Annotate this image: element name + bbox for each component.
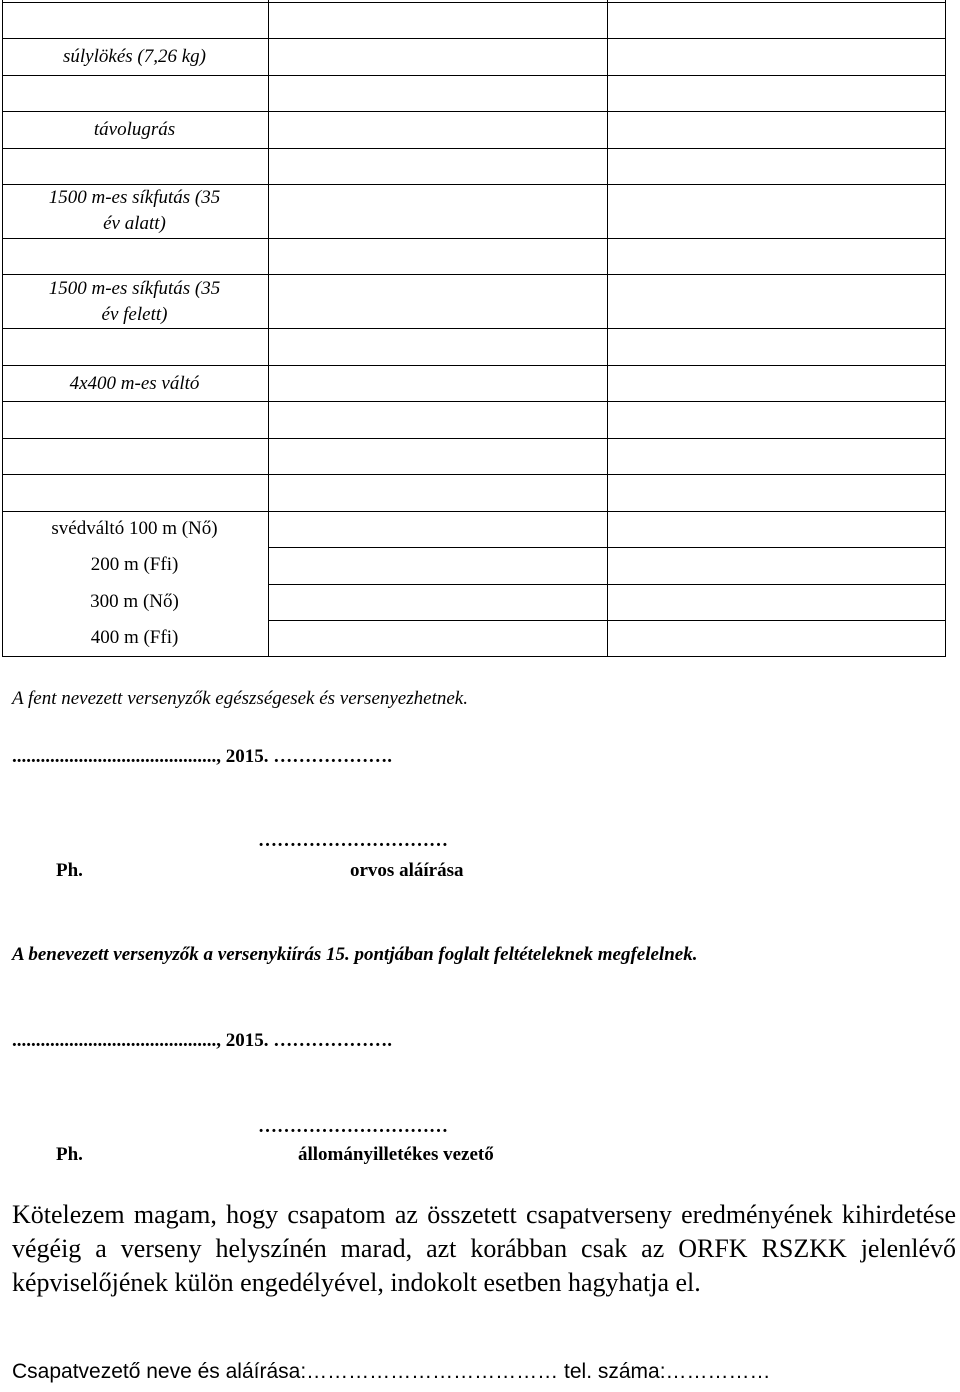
- table-rule: [269, 547, 946, 548]
- doctor-stamp-label: Ph.: [56, 860, 83, 881]
- official-signature-label: állományilletékes vezető: [298, 1144, 494, 1165]
- table-rule: [2, 656, 946, 657]
- event-cell: 4x400 m-es váltó: [69, 373, 200, 394]
- official-stamp-label: Ph.: [56, 1144, 83, 1165]
- table-rule: [2, 111, 946, 112]
- table-rule: [2, 474, 946, 475]
- event-cell: távolugrás: [93, 119, 176, 140]
- table-rule: [2, 2, 946, 3]
- entry-table: [0, 0, 960, 660]
- table-rule: [2, 238, 946, 239]
- table-rule: [2, 511, 946, 512]
- commitment-paragraph: Kötelezem magam, hogy csapatom az összetett csapatverseny eredményének kihirdetése végéig a verseny helyszínén marad, azt korábban csak az ORFK RSZKK jelenlévő képviselőjének külön engedélyével, indokolt esetben hagyhatja el.: [12, 1200, 956, 1297]
- official-statement: A benevezett versenyzők a versenykiírás 15. pontjában foglalt feltételeknek megfelelnek.: [12, 944, 698, 965]
- relay-leg: svédváltó 100 m (Nő): [51, 518, 218, 539]
- official-date-line: ..........................................., 2015. ……………….: [12, 1030, 392, 1051]
- official-signature-dots: …………………………: [258, 1116, 448, 1137]
- doctor-signature-label: orvos aláírása: [350, 860, 464, 881]
- table-rule: [2, 401, 946, 402]
- doctor-signature-dots: …………………………: [258, 830, 448, 851]
- table-rule: [2, 274, 946, 275]
- table-rule: [2, 75, 946, 76]
- event-cell: 1500 m-es síkfutás (35 év alatt): [48, 187, 221, 234]
- table-rule: [2, 438, 946, 439]
- doctor-date-line: ..........................................., 2015. ……………….: [12, 746, 392, 767]
- table-rule: [2, 38, 946, 39]
- table-rule: [2, 328, 946, 329]
- table-rule: [2, 148, 946, 149]
- relay-leg: 200 m (Ffi): [90, 554, 179, 575]
- captain-signature-line: Csapatvezető neve és aláírása:……………………………… tel. száma:……………: [12, 1360, 771, 1383]
- table-rule: [2, 365, 946, 366]
- relay-leg: 300 m (Nő): [90, 591, 179, 612]
- table-rule: [269, 620, 946, 621]
- table-rule: [269, 584, 946, 585]
- relay-leg: 400 m (Ffi): [90, 627, 179, 648]
- event-cell: 1500 m-es síkfutás (35 év felett): [48, 278, 221, 325]
- doctor-statement: A fent nevezett versenyzők egészségesek és versenyezhetnek.: [12, 688, 468, 709]
- event-cell: súlylökés (7,26 kg): [63, 46, 206, 67]
